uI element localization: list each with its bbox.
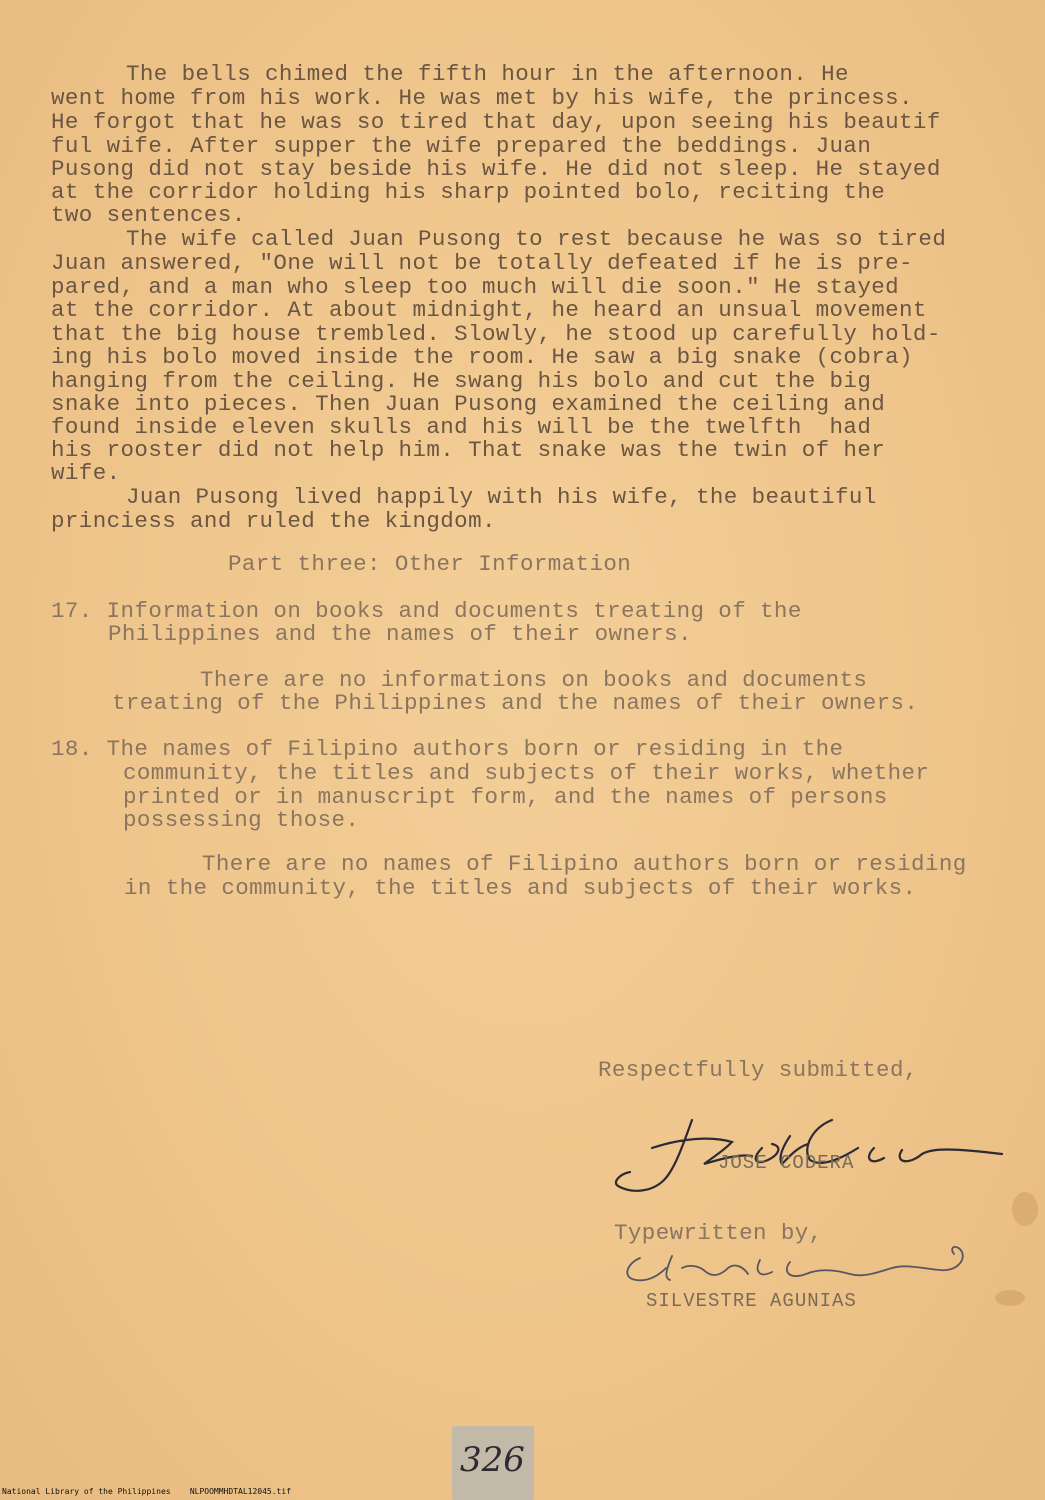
text-line: Juan answered, "One will not be totally defeated if he is pre-	[51, 250, 913, 276]
signer-name: JOSE CODERA	[718, 1152, 855, 1174]
item-question-line: Philippines and the names of their owners.	[108, 621, 692, 647]
text-line: Pusong did not stay beside his wife. He did not sleep. He stayed	[51, 156, 941, 182]
item-question-line: community, the titles and subjects of their works, whether	[123, 760, 930, 786]
paper-stain	[995, 1290, 1025, 1306]
text-line: wife.	[51, 460, 121, 486]
item-answer-line: There are no informations on books and documents	[200, 667, 868, 693]
footer-library: National Library of the Philippines	[2, 1487, 171, 1496]
text-line: snake into pieces. Then Juan Pusong examined the ceiling and	[51, 391, 886, 417]
item-answer-line: treating of the Philippines and the names of their owners.	[112, 690, 919, 716]
text-line: ing his bolo moved inside the room. He saw a big snake (cobra)	[51, 344, 913, 370]
typed-by-label: Typewritten by,	[614, 1220, 823, 1246]
text-line: two sentences.	[51, 202, 246, 228]
item-answer-line: There are no names of Filipino authors born or residing	[202, 851, 967, 877]
scan-footer	[2, 1487, 291, 1496]
section-heading: Part three: Other Information	[228, 551, 632, 577]
item-question-line: printed or in manuscript form, and the names of persons	[123, 784, 888, 810]
typist-name: SILVESTRE AGUNIAS	[646, 1290, 857, 1312]
text-line: at the corridor holding his sharp pointed bolo, reciting the	[51, 179, 886, 205]
paper-stain	[1012, 1192, 1038, 1226]
typist-signature-icon	[610, 1238, 980, 1298]
page-number: 326	[460, 1440, 525, 1480]
text-line: The wife called Juan Pusong to rest because he was so tired	[126, 226, 947, 252]
text-line: He forgot that he was so tired that day, upon seeing his beautif	[51, 109, 941, 135]
footer-file: NLPOOMMHDTAL12045.tif	[189, 1487, 291, 1496]
text-line: pared, and a man who sleep too much will die soon." He stayed	[51, 274, 900, 300]
text-line: that the big house trembled. Slowly, he stood up carefully hold-	[51, 321, 941, 347]
text-line: ful wife. After supper the wife prepared the beddings. Juan	[51, 133, 872, 159]
text-line: went home from his work. He was met by his wife, the princess.	[51, 85, 913, 111]
text-line: The bells chimed the fifth hour in the afternoon. He	[126, 61, 849, 87]
item-answer-line: in the community, the titles and subjects of their works.	[124, 875, 917, 901]
closing-text: Respectfully submitted,	[598, 1057, 918, 1083]
text-line: his rooster did not help him. That snake was the twin of her	[51, 437, 886, 463]
text-line: hanging from the ceiling. He swang his bolo and cut the big	[51, 368, 872, 394]
text-line: princiess and ruled the kingdom.	[51, 508, 496, 534]
item-question-line: possessing those.	[123, 807, 360, 833]
text-line: found inside eleven skulls and his will be the twelfth had	[51, 414, 872, 440]
text-line: at the corridor. At about midnight, he heard an unsual movement	[51, 297, 927, 323]
text-line: Juan Pusong lived happily with his wife, the beautiful	[126, 484, 877, 510]
item-question-line: 18. The names of Filipino authors born or residing in the	[51, 736, 844, 762]
item-question-line: 17. Information on books and documents treating of the	[51, 598, 802, 624]
